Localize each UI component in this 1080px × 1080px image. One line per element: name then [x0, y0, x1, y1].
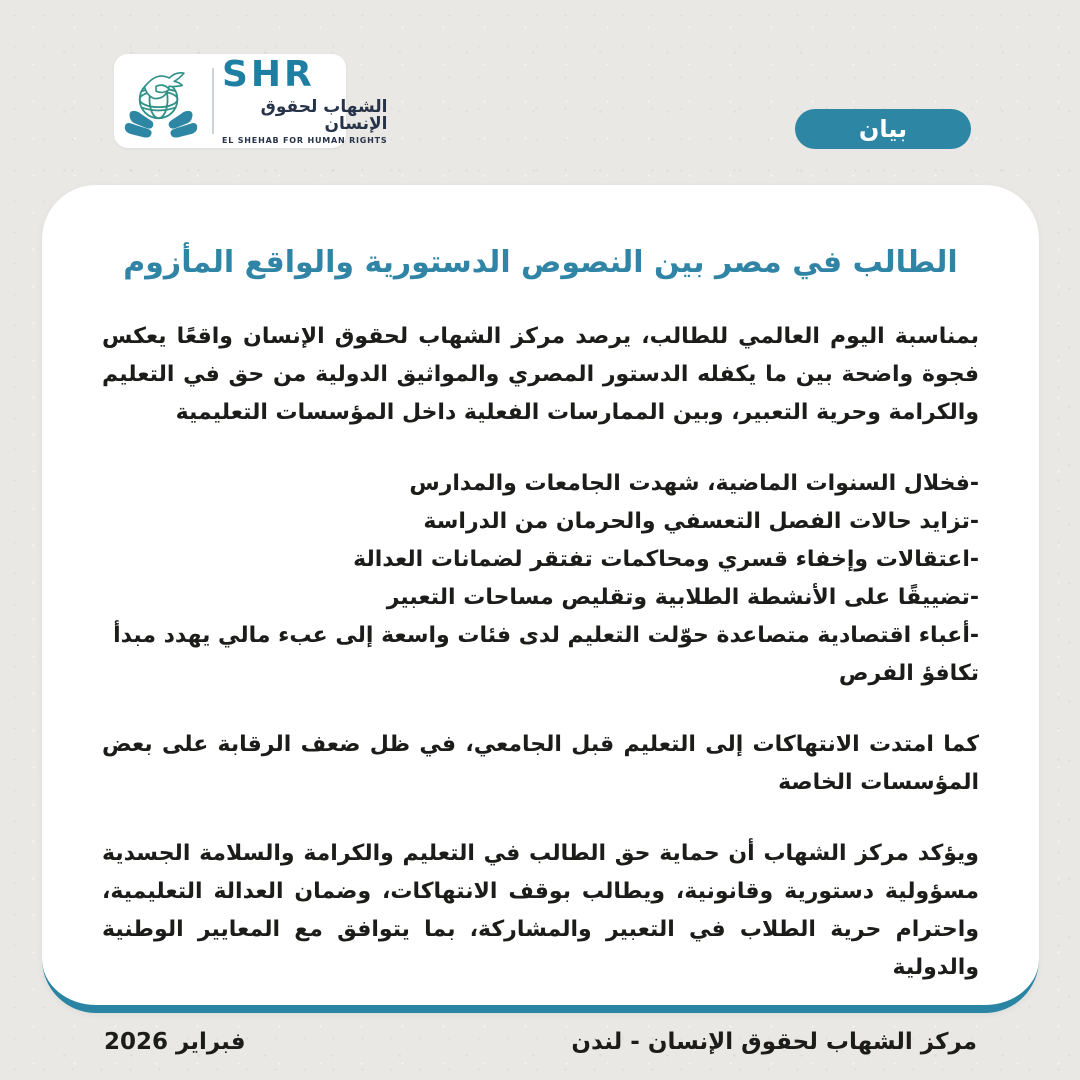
org-logo: [114, 54, 388, 148]
statement-card: [42, 185, 1039, 1055]
logo-emblem: [118, 60, 204, 142]
bullet-item: -فخلال السنوات الماضية، شهدت الجامعات والمدارس: [409, 470, 979, 496]
bullet-list: [102, 465, 979, 693]
logo-arabic-name: الشهاب لحقوق الإنسان: [260, 97, 388, 134]
demands-paragraph: ويؤكد مركز الشهاب أن حماية حق الطالب في التعليم والكرامة والسلامة الجسدية مسؤولية دستورية وقانونية، ويطالب بوقف الانتهاكات، وضمان العدالة التعليمية، واحترام حرية الطلاب في التعبير والمشاركة، بما يتوافق مع المعايير الوطنية والدولية: [102, 840, 979, 980]
bullet-item: -تضييقًا على الأنشطة الطلابية وتقليص مساحات التعبير: [386, 584, 979, 610]
logo-acronym: SHR: [222, 54, 315, 95]
bullet-item: -تزايد حالات الفصل التعسفي والحرمان من الدراسة: [423, 508, 979, 534]
statement-badge: بيان: [795, 109, 971, 149]
logo-divider: [212, 68, 214, 134]
bullet-item: -اعتقالات وإخفاء قسري ومحاكمات تفتقر لضمانات العدالة: [353, 546, 979, 572]
hands-icon: [125, 111, 197, 138]
footer-org-location: مركز الشهاب لحقوق الإنسان - لندن: [571, 1028, 977, 1055]
pre-university-paragraph: كما امتدت الانتهاكات إلى التعليم قبل الجامعي، في ظل ضعف الرقابة على بعض المؤسسات الخاصة: [102, 731, 979, 795]
footer-date: فبراير 2026: [104, 1028, 246, 1055]
statement-footer: [102, 1029, 979, 1055]
statement-title: الطالب في مصر بين النصوص الدستورية والواقع المأزوم: [123, 245, 958, 280]
dove-icon: [145, 73, 184, 99]
bullet-item: -أعباء اقتصادية متصاعدة حوّلت التعليم لدى فئات واسعة إلى عبء مالي يهدد مبدأ تكافؤ الفرص: [113, 622, 979, 686]
intro-paragraph: بمناسبة اليوم العالمي للطالب، يرصد مركز الشهاب لحقوق الإنسان واقعًا يعكس فجوة واضحة بين ما يكفله الدستور المصري والمواثيق الدولية من حق في التعليم والكرامة وحرية التعبير، وبين الممارسات الفعلية داخل المؤسسات التعليمية: [102, 323, 979, 425]
logo-english-name: EL SHEHAB FOR HUMAN RIGHTS: [222, 136, 388, 145]
